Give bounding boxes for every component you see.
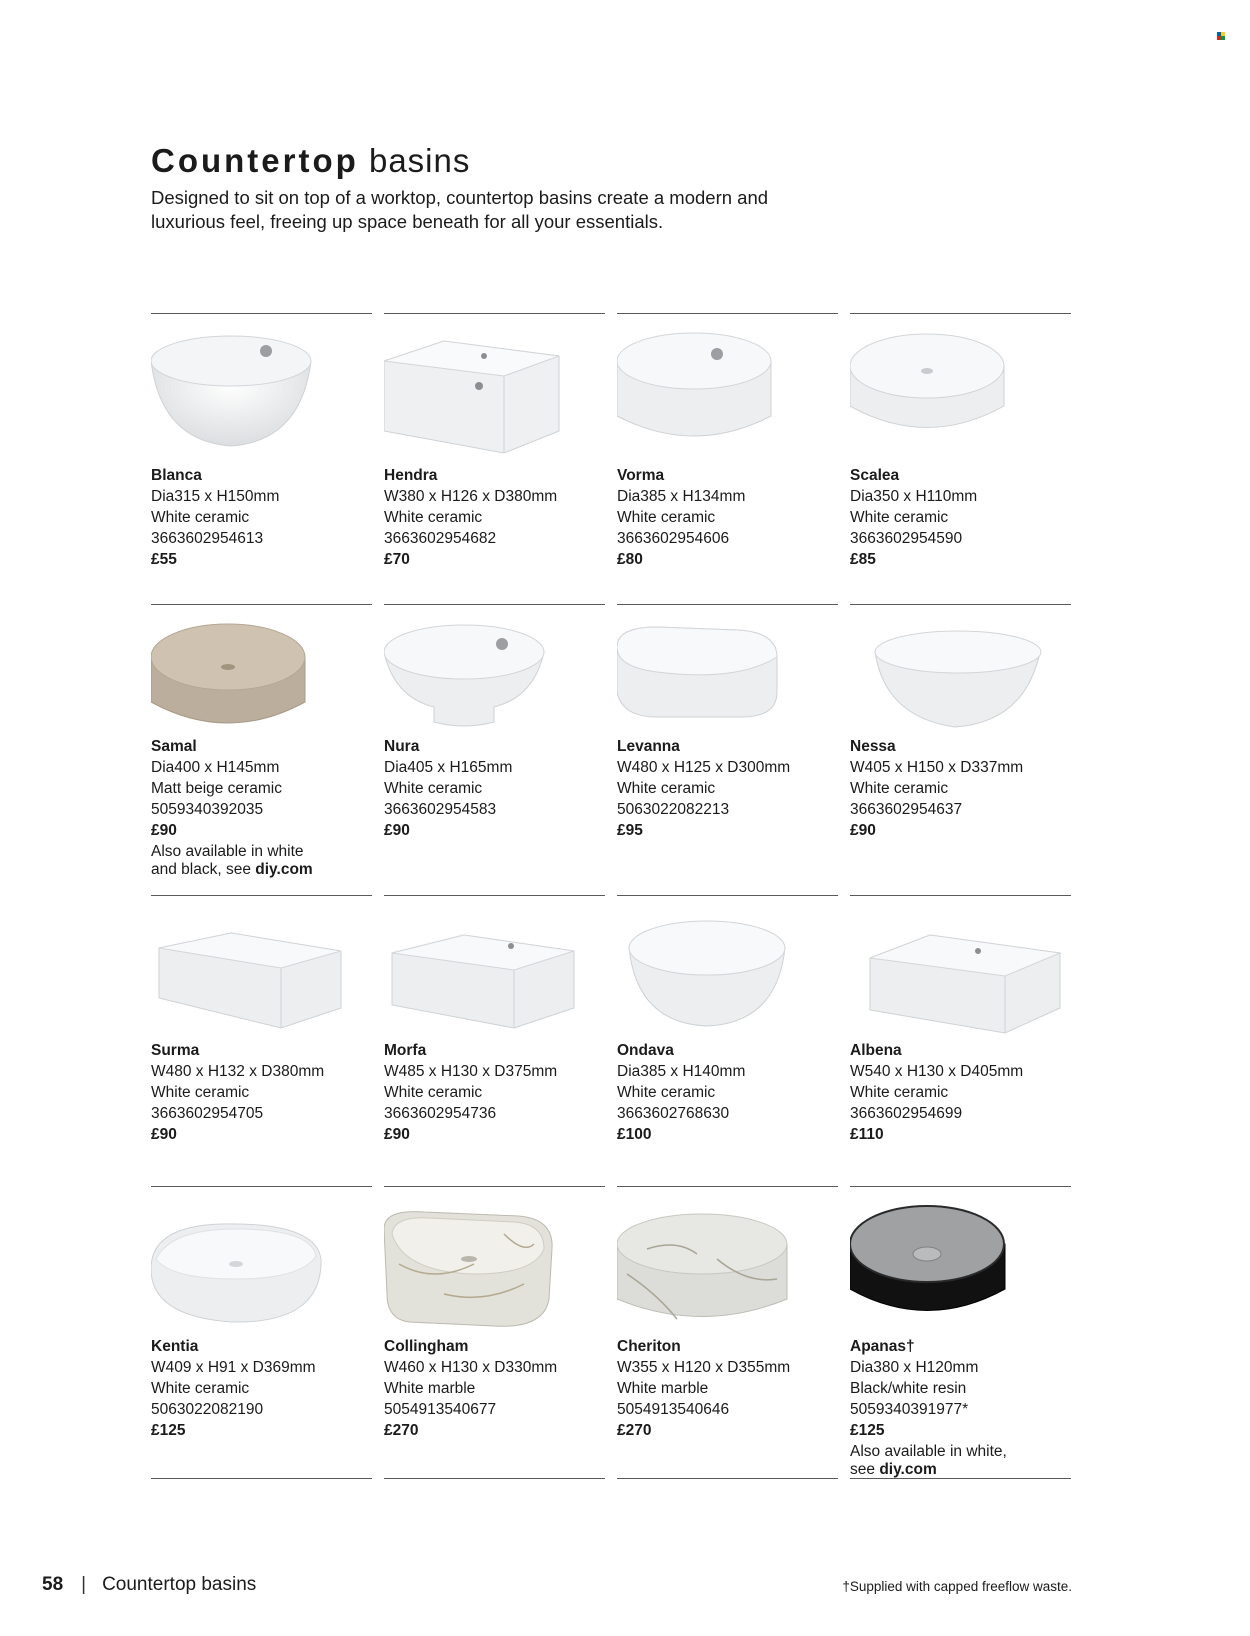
product-info xyxy=(384,736,512,841)
product-name: Samal xyxy=(151,738,197,755)
product-price: £270 xyxy=(617,1422,652,1439)
product-material: White marble xyxy=(617,1380,709,1397)
product-info xyxy=(384,1040,557,1145)
product-code: 3663602768630 xyxy=(617,1105,730,1122)
basin-image xyxy=(617,1204,838,1329)
basin-image xyxy=(850,1204,1071,1329)
product-material: Black/white resin xyxy=(850,1380,967,1397)
product-name: Kentia xyxy=(151,1338,199,1355)
product-info xyxy=(384,1336,557,1441)
product-dimensions: Dia385 x H134mm xyxy=(617,488,746,505)
page-title-rest: basins xyxy=(368,142,471,179)
product-material: White ceramic xyxy=(384,509,483,526)
product-material: White ceramic xyxy=(151,1380,250,1397)
product-info xyxy=(384,465,557,570)
product-name: Nura xyxy=(384,738,420,755)
product-info xyxy=(617,1336,790,1441)
product-name: Vorma xyxy=(617,467,665,484)
product-material: White marble xyxy=(384,1380,476,1397)
brand-logo-mark xyxy=(1217,32,1225,40)
product-dimensions: Dia405 x H165mm xyxy=(384,759,513,776)
divider xyxy=(151,1186,372,1187)
product-card xyxy=(617,1186,838,1439)
product-dimensions: Dia350 x H110mm xyxy=(850,488,978,505)
product-info xyxy=(617,465,745,570)
page-title-bold: Countertop xyxy=(151,142,359,179)
product-dimensions: W540 x H130 x D405mm xyxy=(850,1063,1024,1080)
product-material: White ceramic xyxy=(617,509,716,526)
product-code: 3663602954606 xyxy=(617,530,730,547)
note-line-1: Also available in white xyxy=(151,843,304,860)
product-dimensions: W380 x H126 x D380mm xyxy=(384,488,558,505)
divider xyxy=(384,604,605,605)
product-price: £95 xyxy=(617,822,643,839)
product-dimensions: W480 x H125 x D300mm xyxy=(617,759,791,776)
basin-image xyxy=(617,331,838,456)
product-dimensions: W355 x H120 x D355mm xyxy=(617,1359,791,1376)
product-card xyxy=(617,895,838,1143)
product-card xyxy=(850,604,1071,839)
product-dimensions: W409 x H91 x D369mm xyxy=(151,1359,316,1376)
availability-note xyxy=(850,1443,1007,1479)
product-code: 3663602954613 xyxy=(151,530,264,547)
product-price: £90 xyxy=(850,822,876,839)
basin-image xyxy=(151,1204,372,1329)
product-name: Surma xyxy=(151,1042,200,1059)
basin-image xyxy=(151,331,372,456)
basin-image xyxy=(617,622,838,747)
product-card xyxy=(850,1186,1071,1478)
product-code: 5054913540677 xyxy=(384,1401,497,1418)
product-material: Matt beige ceramic xyxy=(151,780,282,797)
product-price: £80 xyxy=(617,551,643,568)
product-code: 3663602954736 xyxy=(384,1105,497,1122)
product-dimensions: W405 x H150 x D337mm xyxy=(850,759,1024,776)
product-name: Albena xyxy=(850,1042,902,1059)
product-price: £70 xyxy=(384,551,410,568)
product-info xyxy=(850,736,1023,841)
product-dimensions: Dia380 x H120mm xyxy=(850,1359,979,1376)
section-label: Countertop basins xyxy=(102,1574,257,1595)
product-card xyxy=(151,313,372,568)
product-card xyxy=(384,895,605,1143)
diy-link[interactable]: diy.com xyxy=(879,1461,937,1478)
product-price: £90 xyxy=(384,1126,410,1143)
product-code: 5063022082190 xyxy=(151,1401,264,1418)
product-price: £85 xyxy=(850,551,876,568)
product-info xyxy=(617,1040,745,1145)
product-card xyxy=(384,313,605,568)
divider xyxy=(151,313,372,314)
basin-image xyxy=(384,331,605,456)
product-material: White ceramic xyxy=(850,780,949,797)
product-card xyxy=(850,313,1071,568)
product-card xyxy=(617,313,838,568)
basin-image xyxy=(850,622,1071,747)
product-code: 5059340391977* xyxy=(850,1401,969,1418)
product-material: White ceramic xyxy=(384,780,483,797)
product-name: Blanca xyxy=(151,467,202,484)
product-price: £100 xyxy=(617,1126,652,1143)
product-code: 3663602954705 xyxy=(151,1105,264,1122)
product-info xyxy=(850,465,977,570)
product-dimensions: W485 x H130 x D375mm xyxy=(384,1063,558,1080)
divider xyxy=(617,1478,838,1479)
product-card xyxy=(151,895,372,1143)
basin-image xyxy=(850,913,1071,1038)
divider xyxy=(850,895,1071,896)
divider xyxy=(151,895,372,896)
product-info xyxy=(151,736,313,879)
intro-text: Designed to sit on top of a worktop, countertop basins create a modern and luxurious feel, freeing up space beneath for all your essentials. xyxy=(151,187,769,232)
basin-image xyxy=(850,331,1071,456)
product-price: £125 xyxy=(850,1422,885,1439)
divider xyxy=(384,895,605,896)
product-name: Collingham xyxy=(384,1338,469,1355)
diy-link[interactable]: diy.com xyxy=(255,861,313,878)
product-code: 5054913540646 xyxy=(617,1401,730,1418)
product-card xyxy=(850,895,1071,1143)
product-name: Hendra xyxy=(384,467,438,484)
basin-image xyxy=(384,913,605,1038)
product-code: 5063022082213 xyxy=(617,801,730,818)
product-card xyxy=(617,604,838,839)
divider xyxy=(617,1186,838,1187)
page-footer xyxy=(42,1574,256,1596)
product-info xyxy=(850,1040,1023,1145)
basin-image xyxy=(617,913,838,1038)
divider xyxy=(850,313,1071,314)
product-info xyxy=(151,1336,316,1441)
product-material: White ceramic xyxy=(850,509,949,526)
product-info xyxy=(850,1336,1007,1479)
product-info xyxy=(151,465,279,570)
basin-image xyxy=(384,1204,605,1329)
basin-image xyxy=(151,622,372,747)
product-price: £55 xyxy=(151,551,177,568)
page-number: 58 xyxy=(42,1574,64,1595)
product-name: Cheriton xyxy=(617,1338,681,1355)
product-material: White ceramic xyxy=(617,780,716,797)
note-line-1: Also available in white, xyxy=(850,1443,1007,1460)
footer-separator: | xyxy=(81,1574,87,1595)
product-card xyxy=(151,604,372,878)
product-name: Apanas† xyxy=(850,1338,915,1355)
divider xyxy=(850,604,1071,605)
product-code: 3663602954699 xyxy=(850,1105,963,1122)
product-code: 3663602954583 xyxy=(384,801,497,818)
divider xyxy=(384,1186,605,1187)
product-name: Scalea xyxy=(850,467,900,484)
basin-image xyxy=(151,913,372,1038)
product-card xyxy=(384,1186,605,1439)
product-material: White ceramic xyxy=(617,1084,716,1101)
product-price: £110 xyxy=(850,1126,884,1143)
note-line-2: and black, see xyxy=(151,861,251,878)
note-line-2: see xyxy=(850,1461,875,1478)
product-price: £90 xyxy=(151,1126,177,1143)
divider xyxy=(384,1478,605,1479)
basin-image xyxy=(384,622,605,747)
divider xyxy=(151,1478,372,1479)
product-dimensions: Dia385 x H140mm xyxy=(617,1063,746,1080)
availability-note xyxy=(151,843,313,879)
product-price: £90 xyxy=(151,822,177,839)
product-price: £90 xyxy=(384,822,410,839)
divider xyxy=(617,604,838,605)
product-dimensions: W460 x H130 x D330mm xyxy=(384,1359,558,1376)
divider xyxy=(850,1186,1071,1187)
product-info xyxy=(617,736,790,841)
product-dimensions: W480 x H132 x D380mm xyxy=(151,1063,325,1080)
product-code: 5059340392035 xyxy=(151,801,264,818)
product-card xyxy=(151,1186,372,1439)
product-material: White ceramic xyxy=(384,1084,483,1101)
page-title xyxy=(151,142,470,180)
product-price: £125 xyxy=(151,1422,186,1439)
divider xyxy=(617,313,838,314)
product-name: Morfa xyxy=(384,1042,427,1059)
product-dimensions: Dia400 x H145mm xyxy=(151,759,280,776)
product-dimensions: Dia315 x H150mm xyxy=(151,488,280,505)
product-code: 3663602954682 xyxy=(384,530,497,547)
product-card xyxy=(384,604,605,839)
product-code: 3663602954637 xyxy=(850,801,963,818)
divider xyxy=(850,1478,1071,1479)
product-name: Levanna xyxy=(617,738,680,755)
product-material: White ceramic xyxy=(850,1084,949,1101)
product-material: White ceramic xyxy=(151,1084,250,1101)
product-name: Ondava xyxy=(617,1042,674,1059)
divider xyxy=(151,604,372,605)
divider xyxy=(384,313,605,314)
product-name: Nessa xyxy=(850,738,896,755)
divider xyxy=(617,895,838,896)
product-material: White ceramic xyxy=(151,509,250,526)
product-price: £270 xyxy=(384,1422,419,1439)
product-info xyxy=(151,1040,324,1145)
footnote: †Supplied with capped freeflow waste. xyxy=(842,1579,1072,1594)
product-code: 3663602954590 xyxy=(850,530,963,547)
